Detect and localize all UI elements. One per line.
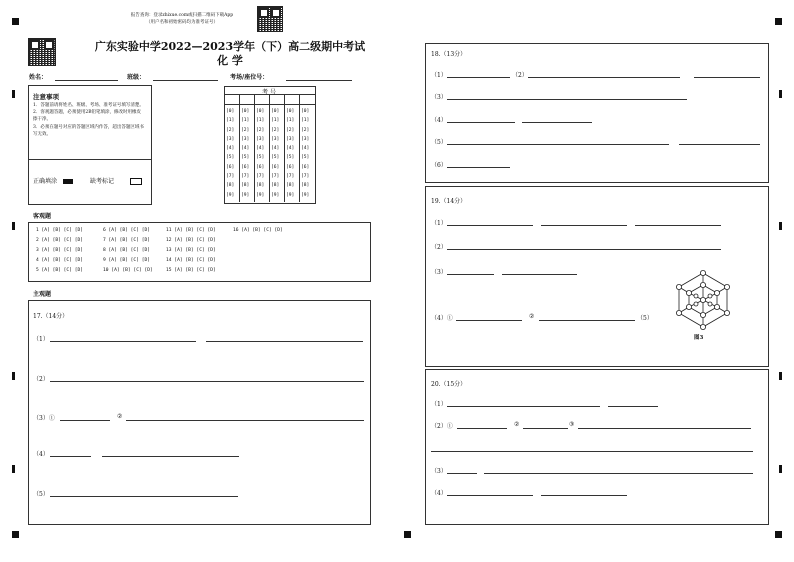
q19-part1-answer-a[interactable] [447,225,533,226]
mc-item[interactable]: 7 [A] [B] [C] [D] [103,238,151,243]
exam-digit-column-4[interactable]: [0] [1] [2] [3] [4] [5] [6] [7] [8] [9] [271,109,280,198]
q20-part2-label: （2）① [431,423,453,430]
timing-mark [12,222,15,230]
q19-part3-answer-b[interactable] [502,274,577,275]
q17-part2-answer[interactable] [50,381,364,382]
mc-item[interactable]: 11 [A] [B] [C] [D] [166,228,216,233]
q17-part4-label: （4） [33,451,49,458]
report-notice-line1: 报告查询：登录zhixue.com或扫描二维码下载App [130,13,234,18]
exam-digit-column-5[interactable]: [0] [1] [2] [3] [4] [5] [6] [7] [8] [9] [286,109,295,198]
objective-col-3[interactable] [166,226,216,276]
crystal-structure-figure [673,270,733,330]
q18-part4-label: （4） [431,117,447,124]
q20-box [425,369,769,525]
room-label: 考场/座位号： [230,74,269,81]
timing-mark [779,90,782,98]
q19-part1-label: （1） [431,220,447,227]
mc-item[interactable]: 4 [A] [B] [C] [D] [36,258,84,263]
q20-part1-label: （1） [431,401,447,408]
exam-title: 广东实验中学2022—2023学年（下）高二级期中考试 [94,40,366,53]
objective-col-4[interactable] [233,226,283,236]
q17-box [28,300,371,525]
q20-part2-answer-c[interactable] [578,428,751,429]
q20-part3-answer-b[interactable] [484,473,753,474]
q20-part2-answer-a[interactable] [457,428,507,429]
timing-mark [779,465,782,473]
subject-title: 化 学 [217,54,243,67]
q20-part3-answer-a[interactable] [447,473,477,474]
alignment-mark [775,18,782,25]
exam-digit-column-6[interactable]: [0] [1] [2] [3] [4] [5] [6] [7] [8] [9] [301,109,310,198]
q20-part1-answer-a[interactable] [447,406,600,407]
notes-title: 注意事项 [33,93,59,101]
q20-part2c-label: ③ [569,421,575,428]
objective-col-1[interactable] [36,226,83,276]
name-field[interactable] [55,80,118,81]
objective-col-2[interactable] [103,226,153,276]
q18-part1-label: （1） [431,72,447,79]
q17-part2-label: （2） [33,376,49,383]
q17-part3-answer-b[interactable] [126,420,364,421]
q18-part2-answer-a[interactable] [528,77,680,78]
mc-item[interactable]: 2 [A] [B] [C] [D] [36,238,84,243]
room-seat-field[interactable] [286,80,352,81]
correct-fill-label: 正确填涂 [33,178,58,185]
mc-item[interactable]: 16 [A] [B] [C] [D] [233,228,283,233]
mc-item[interactable]: 9 [A] [B] [C] [D] [103,258,151,263]
student-qr-code [28,38,56,66]
q17-part5-label: （5） [33,491,49,498]
q19-part3-answer-a[interactable] [447,274,494,275]
q20-part4-answer-a[interactable] [447,495,533,496]
class-label: 班级： [127,74,146,81]
notes-item-2: 2．客观题答题，必须使用2B铅笔填涂，修改时用橡皮擦干净。 [33,110,142,123]
q19-title: 19.（14分） [431,198,467,205]
notes-text [33,102,145,138]
absent-box-icon[interactable] [130,178,142,185]
mc-item[interactable]: 12 [A] [B] [C] [D] [166,238,216,243]
mc-item[interactable]: 3 [A] [B] [C] [D] [36,248,84,253]
mc-item[interactable]: 14 [A] [B] [C] [D] [166,258,216,263]
q19-part1-answer-b[interactable] [541,225,627,226]
absent-mark-label: 缺考标记 [90,178,115,185]
q20-part2-answer-b[interactable] [523,428,568,429]
mc-item[interactable]: 15 [A] [B] [C] [D] [166,268,216,273]
q20-part4-label: （4） [431,490,447,497]
alignment-mark [12,531,19,538]
q20-part4-answer-b[interactable] [541,495,627,496]
alignment-mark [12,18,19,25]
q18-part5-answer-a[interactable] [447,144,669,145]
mc-item[interactable]: 10 [A] [B] [C] [D] [103,268,153,273]
class-field[interactable] [153,80,218,81]
exam-digit-column-1[interactable]: [0] [1] [2] [3] [4] [5] [6] [7] [8] [9] [226,109,235,198]
q18-box [425,43,769,183]
q17-part5-answer[interactable] [50,496,238,497]
q17-part3b-label: ② [117,413,123,420]
q18-part2-label: （2） [512,72,528,79]
timing-mark [12,465,15,473]
q19-part2-answer[interactable] [447,249,721,250]
notes-item-1: 1．答题前请将姓名、班级、考场、准考证号填写清楚。 [33,103,144,108]
q20-part1-answer-b[interactable] [608,406,658,407]
q18-part5-label: （5） [431,139,447,146]
q18-part3-label: （3） [431,94,447,101]
q18-title: 18.（13分） [431,51,467,58]
q20-title: 20.（15分） [431,381,467,388]
exam-digit-column-2[interactable]: [0] [1] [2] [3] [4] [5] [6] [7] [8] [9] [241,109,250,198]
q17-part1-label: （1） [33,336,49,343]
figure-caption: 图3 [694,335,704,341]
q20-part2-answer-d[interactable] [431,451,753,452]
q19-part3-label: （3） [431,269,447,276]
q17-part1-answer-b[interactable] [206,341,363,342]
q18-part4-answer-b[interactable] [522,122,592,123]
q17-part3-label: （3）① [33,415,55,422]
q18-part1-answer[interactable] [447,77,510,78]
name-label: 姓名： [29,74,48,81]
mc-item[interactable]: 1 [A] [B] [C] [D] [36,228,84,233]
notes-divider [28,159,151,160]
q18-part2-answer-b[interactable] [694,77,760,78]
exam-digit-column-3[interactable]: [0] [1] [2] [3] [4] [5] [6] [7] [8] [9] [256,109,265,198]
q17-part4-answer-a[interactable] [50,456,91,457]
q18-part3-answer[interactable] [447,99,687,100]
q20-part2b-label: ② [514,421,520,428]
alignment-mark [404,531,411,538]
absent-mark-example [90,176,142,185]
q18-part6-answer[interactable] [447,167,510,168]
timing-mark [12,372,15,380]
q17-part3-answer-a[interactable] [60,420,110,421]
mc-item[interactable]: 6 [A] [B] [C] [D] [103,228,151,233]
timing-mark [779,372,782,380]
notes-item-3: 3．必须在题号对应的答题区域内作答，超出答题区域书写无效。 [33,124,144,137]
q19-part2-label: （2） [431,244,447,251]
app-qr-code[interactable] [257,6,283,32]
exam-number-header: 考 号 [262,89,276,96]
subjective-title: 主观题 [33,291,52,298]
report-notice-line2: （用户名和初始密码均为准考证号） [146,20,218,25]
q19-part1-answer-c[interactable] [635,225,721,226]
q17-part4-answer-b[interactable] [102,456,239,457]
alignment-mark [775,531,782,538]
mc-item[interactable]: 13 [A] [B] [C] [D] [166,248,216,253]
report-notice [112,12,252,26]
timing-mark [12,90,15,98]
q17-title: 17.（14分） [33,313,69,320]
objective-title: 客观题 [33,213,52,220]
mc-item[interactable]: 8 [A] [B] [C] [D] [103,248,151,253]
q19-part4-label: （4）① [431,315,453,322]
mc-item[interactable]: 5 [A] [B] [C] [D] [36,268,84,273]
q17-part1-answer-a[interactable] [50,341,196,342]
q19-part4-answer-a[interactable] [456,320,522,321]
filled-mark-icon [63,179,73,184]
q18-part4-answer-a[interactable] [447,122,515,123]
q19-part4b-label: ② [529,313,535,320]
q20-part3-label: （3） [431,468,447,475]
timing-mark [779,222,782,230]
q19-part4-answer-b[interactable] [539,320,635,321]
q18-part5-answer-b[interactable] [679,144,760,145]
q19-part5-label: （5） [637,315,653,322]
q18-part6-label: （6） [431,162,447,169]
correct-fill-example [33,176,73,185]
